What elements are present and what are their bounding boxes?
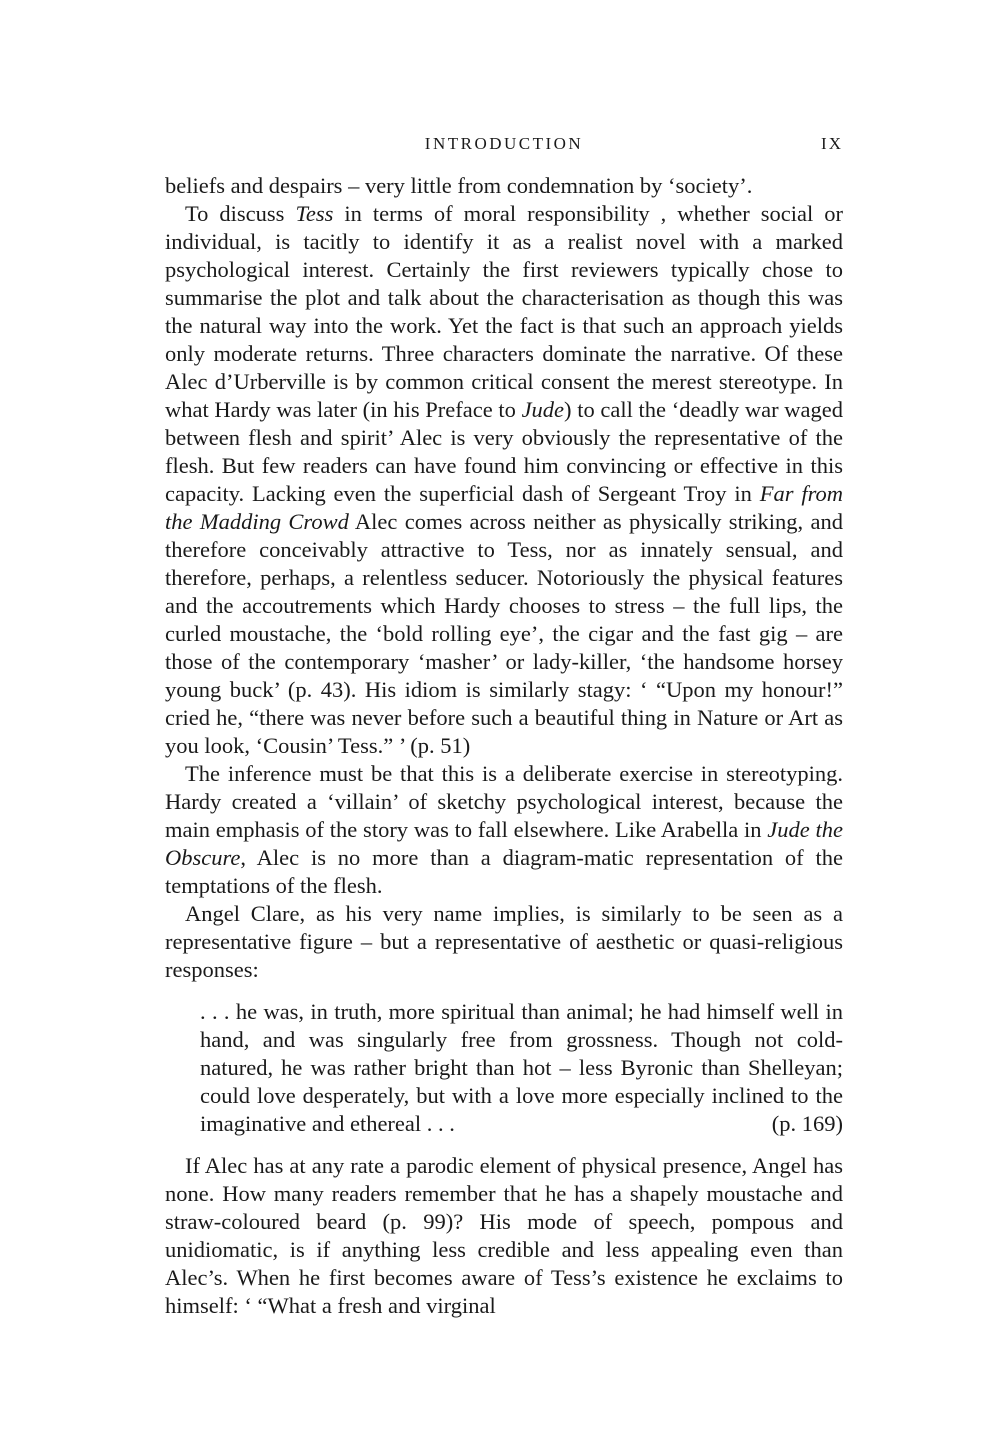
paragraph-stereotyping: The inference must be that this is a deliberate exercise in stereotyping. Hardy created a ‘villain’ of sketchy psychological interest, because the main emphasis of the story was to fall elsewhere. Like Arabella in Jude the Obscure, Alec is no more than a diagram-matic representation of the temptations of the flesh.	[165, 761, 843, 898]
quote-text: . . . he was, in truth, more spiritual than animal; he had himself well in hand, and was singularly free from grossness. Though not cold-natured, he was rather bright than hot – less Byronic than Shelleyan; could love desperately, but with a love more especially inclined to the imaginative and ethereal . . .	[200, 999, 843, 1136]
paragraph-angel-presence: If Alec has at any rate a parodic element of physical presence, Angel has none. How many readers remember that he has a shapely moustache and straw-coloured beard (p. 99)? His mode of speech, pompous and unidiomatic, is if anything less credible and less appealing even than Alec’s. When he first becomes aware of Tess’s existence he exclaims to himself: ‘ “What a fresh and virginal	[165, 1153, 843, 1318]
paragraph-angel-clare: Angel Clare, as his very name implies, is similarly to be seen as a representative figure – but a representative of aesthetic or quasi-religious responses:	[165, 901, 843, 982]
quote-citation: (p. 169)	[771, 1111, 843, 1136]
title-jude-the-obscure: Jude the Obscure	[165, 817, 843, 870]
title-jude: Jude	[521, 397, 565, 422]
title-tess: Tess	[295, 201, 334, 226]
body-text	[165, 172, 843, 1320]
paragraph-tess-responsibility: To discuss Tess in terms of moral responsibility , whether social or individual, is tacitly to identify it as a realist novel with a marked psychological interest. Certainly the first reviewers typically chose to summarise the plot and talk about the characterisation as though this was the natural way into the work. Yet the fact is that such an approach yields only moderate returns. Three characters dominate the narrative. Of these Alec d’Urberville is by common critical consent the merest stereotype. In what Hardy was later (in his Preface to Jude) to call the ‘deadly war waged between flesh and spirit’ Alec is very obviously the representative of the flesh. But few readers can have found him convincing or effective in this capacity. Lacking even the superficial dash of Sergeant Troy in Far from the Madding Crowd Alec comes across neither as physically striking, and therefore conceivably attractive to Tess, nor as innately sensual, and therefore, perhaps, a relentless seducer. Notoriously the physical features and the accoutrements which Hardy chooses to stress – the full lips, the curled moustache, the ‘bold rolling eye’, the cigar and the fast gig – are those of the contemporary ‘masher’ or lady-killer, ‘the handsome horsey young buck’ (p. 43). His idiom is similarly stagy: ‘ “Upon my honour!” cried he, “there was never before such a beautiful thing in Nature or Art as you look, ‘Cousin’ Tess.” ’ (p. 51)	[165, 201, 844, 758]
title-madding-crowd: Far from the Madding Crowd	[165, 481, 844, 534]
running-title: INTRODUCTION	[424, 134, 584, 153]
block-quote	[200, 998, 843, 1138]
running-head	[165, 134, 843, 156]
paragraph-continuation: beliefs and despairs – very little from condemnation by ‘society’.	[165, 173, 753, 198]
page-number: IX	[821, 134, 843, 153]
